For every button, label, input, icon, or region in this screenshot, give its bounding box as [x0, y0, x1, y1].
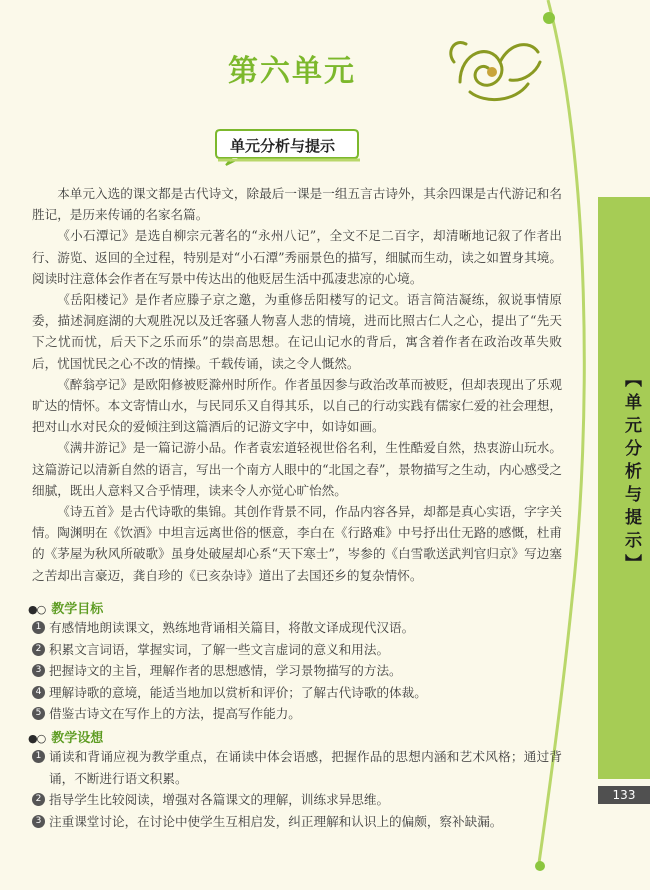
unit-analysis-text: [32, 183, 562, 586]
bullet-dots-icon: ●○: [28, 603, 46, 616]
sidebar-label: 【单元分析与提示】: [621, 370, 641, 577]
teaching-ideas-list: [32, 746, 562, 832]
teaching-ideas-heading: ●○ 教学设想: [28, 731, 104, 746]
teaching-goals-list: [32, 617, 562, 725]
section-title: 单元分析与提示: [230, 137, 336, 155]
paragraph: 本单元入选的课文都是古代诗文，除最后一课是一组五言古诗外，其余四课是古代游记和名胜记，是历来传诵的名家名篇。: [32, 186, 562, 223]
unit-title: 第六单元: [228, 54, 356, 89]
page-number: 133: [598, 786, 650, 804]
list-item: 1 诵读和背诵应视为教学重点，在诵读中体会语感，把握作品的思想内涵和艺术风格；通过背诵，不断进行语文积累。: [32, 746, 562, 789]
paragraph: 《岳阳楼记》是作者应滕子京之邀，为重修岳阳楼写的记文。语言简洁凝练，叙说事情原委，描述洞庭湖的大观胜况以及迁客骚人物喜人悲的情境，进而比照古仁人之心，提出了“先天下之忧而忧，后天下之乐而乐”的崇高思想。在记山记水的背后，寓含着作者在政治改革失败后，忧国忧民之心不改的情操。千载传诵，读之令人慨然。: [32, 292, 562, 371]
list-item: 1 有感情地朗读课文，熟练地背诵相关篇目，将散文译成现代汉语。: [32, 617, 562, 639]
teaching-goals-heading: ●○ 教学目标: [28, 602, 104, 617]
paragraph: 《醉翁亭记》是欧阳修被贬滁州时所作。作者虽因参与政治改革而被贬，但却表现出了乐观旷达的情怀。本文寄情山水，与民同乐又自得其乐，以自己的行动实践有儒家仁爱的社会理想，把对山水对民众的爱倾注到这篇酒后的记游文字中，如诗如画。: [32, 376, 562, 435]
list-item: 3 把握诗文的主旨，理解作者的思想感情，学习景物描写的方法。: [32, 660, 562, 682]
paragraph: 《小石潭记》是选自柳宗元著名的“永州八记”，全文不足二百字，却清晰地记叙了作者出行、游览、返回的全过程，特别是对“小石潭”秀丽景色的描写，细腻而生动，读之如置身其境。阅读时注意体会作者在写景中传达出的他贬居生活中孤凄悲凉的心境。: [32, 228, 562, 286]
list-item: 2 积累文言词语，掌握实词，了解一些文言虚词的意义和用法。: [32, 639, 562, 661]
list-item: 2 指导学生比较阅读，增强对各篇课文的理解，训练求异思维。: [32, 789, 562, 811]
list-item: 5 借鉴古诗文在写作上的方法，提高写作能力。: [32, 703, 562, 725]
paragraph: 《诗五首》是古代诗歌的集锦。其创作背景不同，作品内容各异，却都是真心实语，字字关情。陶渊明在《饮酒》中坦言远离世俗的惬意，李白在《行路难》中号抒出仕无路的感慨，杜甫的《茅屋为秋风所破歌》虽身处破屋却心系“天下寒士”，岑参的《白雪歌送武判官归京》写边塞之苦却出言豪迈，龚自珍的《已亥杂诗》道出了去国还乡的复杂情怀。: [32, 504, 562, 583]
dragon-ornament-icon: [440, 22, 550, 112]
section-heading: [212, 124, 362, 166]
list-item: 3 注重课堂讨论，在讨论中使学生互相启发，纠正理解和认识上的偏颇，察补缺漏。: [32, 811, 562, 833]
list-item: 4 理解诗歌的意境，能适当地加以赏析和评价；了解古代诗歌的体裁。: [32, 682, 562, 704]
paragraph: 《满井游记》是一篇记游小品。作者袁宏道轻视世俗名利，生性酷爱自然，热衷游山玩水。这篇游记以清新自然的语言，写出一个南方人眼中的“北国之春”，景物描写之生动，内心感受之细腻，既出人意料又合乎情理，读来令人亦觉心旷怡然。: [32, 440, 562, 498]
bullet-dots-icon: ●○: [28, 732, 46, 745]
